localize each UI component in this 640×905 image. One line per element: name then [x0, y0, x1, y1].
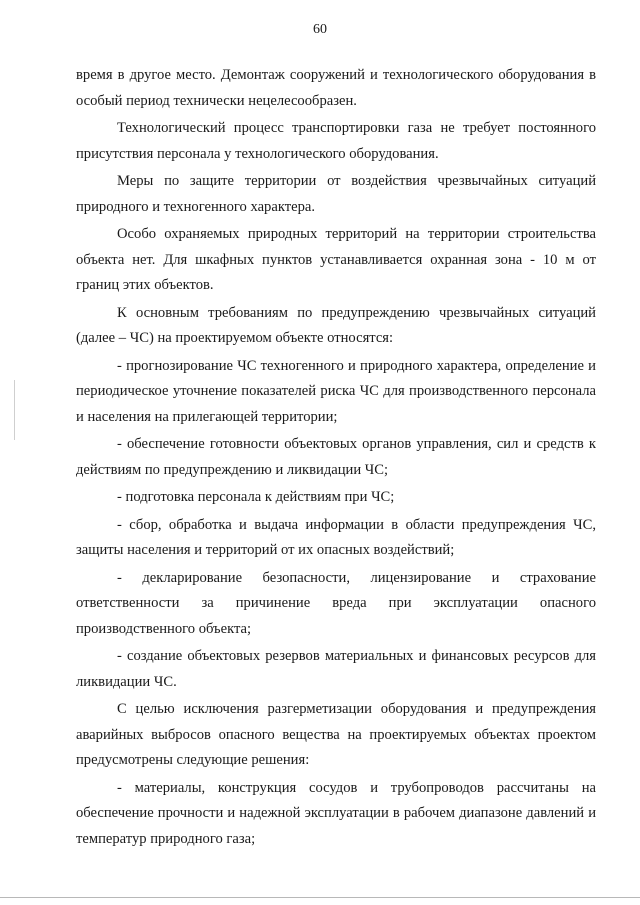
- list-item-materials: - материалы, конструкция сосудов и трубопроводов рассчитаны на обеспечение прочности и надежной эксплуатации в рабочем диапазоне давлений и температур природного газа;: [76, 779, 596, 847]
- paragraph-gas-transport: Технологический процесс транспортировки газа не требует постоянного присутствия персонала у технологического оборудования.: [76, 120, 596, 162]
- paragraph-decisions-intro: С целью исключения разгерметизации оборудования и предупреждения аварийных выбросов опасного вещества на проектируемых объектах проектом предусмотрены следующие решения:: [76, 701, 596, 768]
- paragraph-continuation: время в другое место. Демонтаж сооружений и технологического оборудования в особый период технически нецелесообразен.: [76, 67, 596, 109]
- list-item-declaration: - декларирование безопасности, лицензирование и страхование ответственности за причинение вреда при эксплуатации опасного производственного объекта;: [76, 569, 596, 637]
- list-item-training: - подготовка персонала к действиям при ЧС;: [117, 489, 395, 505]
- list-item-information: - сбор, обработка и выдача информации в области предупреждения ЧС, защиты населения и территорий от их опасных воздействий;: [76, 516, 596, 558]
- list-item-reserves: - создание объектовых резервов материальных и финансовых ресурсов для ликвидации ЧС.: [76, 648, 596, 690]
- paragraph-heading-protection: Меры по защите территории от воздействия чрезвычайных ситуаций природного и техногенного характера.: [76, 173, 596, 215]
- paragraph-protected-areas: Особо охраняемых природных территорий на территории строительства объекта нет. Для шкафных пунктов устанавливается охранная зона - 10 м от границ этих объектов.: [76, 226, 596, 293]
- scan-bottom-rule: [0, 897, 640, 898]
- document-body: [76, 61, 596, 852]
- page-number: 60: [313, 22, 327, 37]
- list-item-readiness: - обеспечение готовности объектовых органов управления, сил и средств к действиям по предупреждению и ликвидации ЧС;: [76, 436, 596, 478]
- scan-edge-mark: [14, 380, 15, 440]
- paragraph-requirements-intro: К основным требованиям по предупреждению чрезвычайных ситуаций (далее – ЧС) на проектируемом объекте относятся:: [76, 304, 596, 346]
- list-item-forecasting: - прогнозирование ЧС техногенного и природного характера, определение и периодическое уточнение показателей риска ЧС для производственного персонала и населения на прилегающей территории;: [76, 357, 596, 425]
